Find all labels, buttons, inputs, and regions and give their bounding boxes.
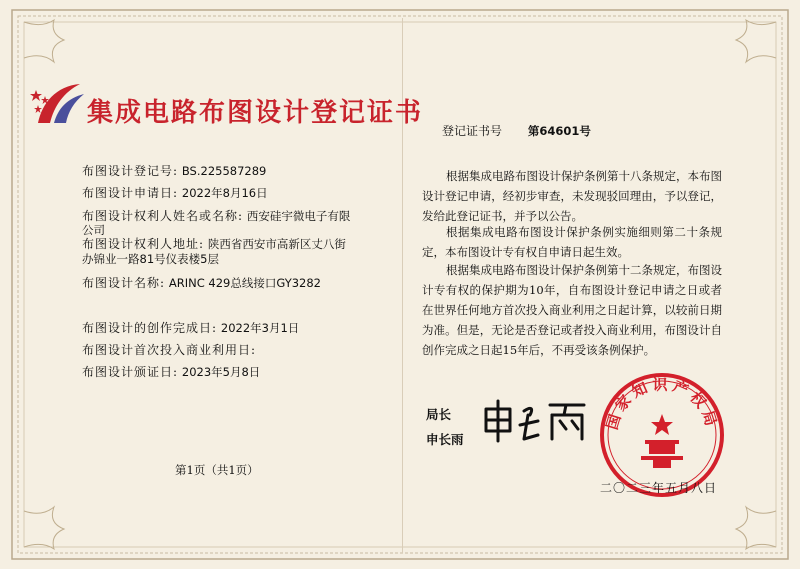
director-title: 局长 [426, 407, 452, 422]
paragraph-1: 根据集成电路布图设计保护条例第十八条规定，本布图设计登记申请，经初步审查，未发现驳回理由，予以登记，发给此登记证书，并予以公告。 [422, 169, 722, 223]
first-commercial-row [82, 342, 256, 358]
cert-number-row [442, 122, 591, 139]
cert-number-label: 登记证书号 [442, 124, 503, 138]
creation-date-value: 2022年3月1日 [220, 321, 300, 335]
cert-number-value: 第64601号 [527, 124, 591, 138]
director-signature [480, 395, 590, 445]
certificate-title: 集成电路布图设计登记证书 [87, 98, 424, 128]
owner-label: 布图设计权利人姓名或名称: [82, 209, 244, 223]
first-commercial-label: 布图设计首次投入商业利用日: [82, 343, 257, 357]
design-name-label: 布图设计名称: [82, 276, 166, 290]
address-row-cont [82, 251, 219, 267]
owner-value-line2: 公司 [82, 223, 105, 237]
address-row [82, 236, 346, 252]
owner-value-line1: 西安硅宇微电子有限 [246, 209, 351, 223]
reg-no-label: 布图设计登记号: [82, 164, 179, 178]
issue-date-label: 布图设计颁证日: [82, 365, 179, 379]
design-name-row [82, 275, 321, 291]
issue-date-cn: 二〇二三年五月八日 [600, 481, 718, 495]
paragraph-3: 根据集成电路布图设计保护条例第十二条规定，布图设计专有权的保护期为10年，自布图设计登记申请之日或者在世界任何地方首次投入商业利用之日起计算，以较前日期为准。但是，无论是否登记或者投入商业利用，布图设计自创作完成之日起15年后，不再受该条例保护。 [422, 263, 722, 357]
app-date-row [82, 185, 268, 201]
reg-no-row [82, 163, 266, 179]
app-date-value: 2022年8月16日 [181, 186, 268, 200]
paragraph-2: 根据集成电路布图设计保护条例实施细则第二十条规定，本布图设计专有权自申请日起生效。 [422, 225, 722, 259]
issue-date-value: 2023年5月8日 [181, 365, 261, 379]
address-value-line1: 陕西省西安市高新区丈八街 [207, 237, 346, 251]
design-name-value: ARINC 429总线接口GY3282 [168, 276, 321, 290]
reg-no-value: BS.225587289 [181, 164, 267, 178]
page-number: 第1页（共1页） [175, 463, 259, 477]
creation-date-row [82, 320, 299, 336]
creation-date-label: 布图设计的创作完成日: [82, 321, 218, 335]
owner-row [82, 208, 350, 224]
director-name: 申长雨 [426, 432, 464, 447]
app-date-label: 布图设计申请日: [82, 186, 179, 200]
ic-emblem-icon [28, 78, 88, 128]
address-label: 布图设计权利人地址: [82, 237, 205, 251]
seal-text: 国家知识产权局 [602, 375, 722, 432]
issue-date-row [82, 364, 260, 380]
address-value-line2: 办锦业一路81号仪表楼5层 [82, 252, 219, 266]
